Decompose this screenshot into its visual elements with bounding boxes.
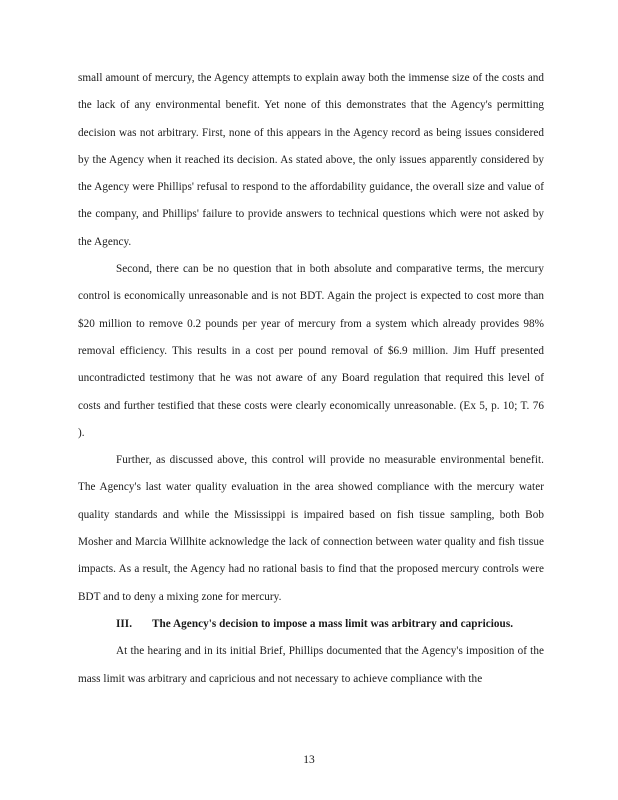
page-number: 13 <box>303 754 315 766</box>
paragraph-final: At the hearing and in its initial Brief, Phillips documented that the Agency's imposition of the mass limit was arbitrary and capricious and not necessary to achieve compliance with the <box>78 645 544 685</box>
paragraph-second: Second, there can be no question that in both absolute and comparative terms, the mercury control is economically unreasonable and is not BDT. Again the project is expected to cost more than $20 million to remove 0.2 pounds per year of mercury from a system which already provides 98% removal efficiency. This results in a cost per pound removal of $6.9 million. Jim Huff presented uncontradicted testimony that he was not aware of any Board regulation that required this level of costs and further testified that these costs were clearly economically unreasonable. (Ex 5, p. 10; T. 76 ). <box>78 263 544 439</box>
section-title: The Agency's decision to impose a mass limit was arbitrary and capricious. <box>152 617 514 630</box>
body-text <box>78 65 544 693</box>
paragraph-continuation: small amount of mercury, the Agency attempts to explain away both the immense size of the costs and the lack of any environmental benefit. Yet none of this demonstrates that the Agency's permitting decision was not arbitrary. First, none of this appears in the Agency record as being issues considered by the Agency when it reached its decision. As stated above, the only issues apparently considered by the Agency were Phillips' refusal to respond to the affordability guidance, the overall size and value of the company, and Phillips' failure to provide answers to technical questions which were not asked by the Agency. <box>78 72 544 248</box>
paragraph-further: Further, as discussed above, this control will provide no measurable environmental benefit. The Agency's last water quality evaluation in the area showed compliance with the mercury water quality standards and while the Mississippi is impaired based on fish tissue sampling, both Bob Mosher and Marcia Willhite acknowledge the lack of connection between water quality and fish tissue impacts. As a result, the Agency had no rational basis to find that the proposed mercury controls were BDT and to deny a mixing zone for mercury. <box>78 454 544 603</box>
section-heading <box>78 611 544 638</box>
section-number: III. <box>116 617 133 630</box>
